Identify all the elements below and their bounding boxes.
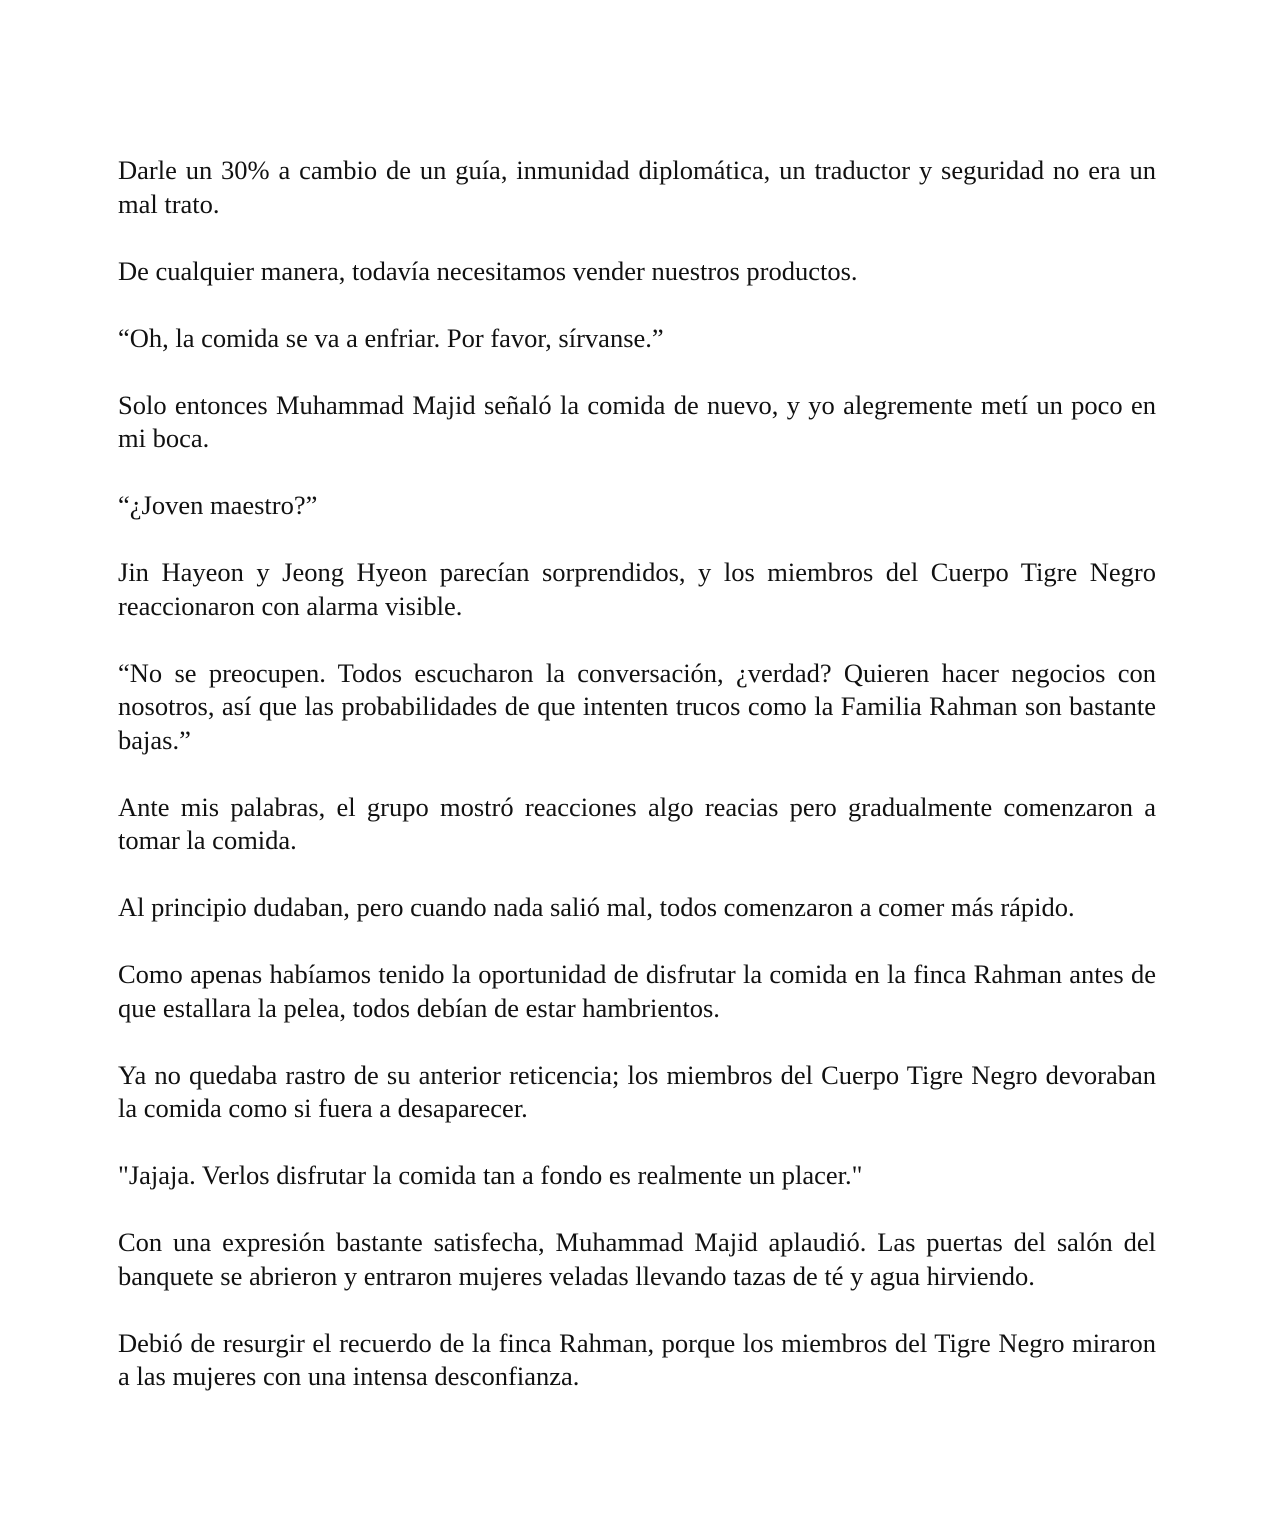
paragraph-14: Debió de resurgir el recuerdo de la finca Rahman, porque los miembros del Tigre Negro miraron a las mujeres con una intensa desconfianza. [118, 1327, 1156, 1391]
paragraph-6: Jin Hayeon y Jeong Hyeon parecían sorprendidos, y los miembros del Cuerpo Tigre Negro reaccionaron con alarma visible. [118, 557, 1156, 621]
document-page [118, 154, 1156, 1427]
paragraph-9: Al principio dudaban, pero cuando nada salió mal, todos comenzaron a comer más rápido. [118, 892, 1075, 922]
paragraph-10: Como apenas habíamos tenido la oportunidad de disfrutar la comida en la finca Rahman antes de que estallara la pelea, todos debían de estar hambrientos. [118, 959, 1156, 1023]
paragraph-5: “¿Joven maestro?” [118, 490, 318, 520]
paragraph-1: Darle un 30% a cambio de un guía, inmunidad diplomática, un traductor y seguridad no era un mal trato. [118, 155, 1156, 219]
paragraph-8: Ante mis palabras, el grupo mostró reacciones algo reacias pero gradualmente comenzaron a tomar la comida. [118, 791, 1156, 855]
paragraph-2: De cualquier manera, todavía necesitamos vender nuestros productos. [118, 255, 858, 286]
paragraph-7: “No se preocupen. Todos escucharon la conversación, ¿verdad? Quieren hacer negocios con nosotros, así que las probabilidades de que intenten trucos como la Familia Rahman son bastante bajas.” [118, 657, 1156, 755]
paragraph-11: Ya no quedaba rastro de su anterior reticencia; los miembros del Cuerpo Tigre Negro devoraban la comida como si fuera a desaparecer. [118, 1059, 1156, 1123]
paragraph-4: Solo entonces Muhammad Majid señaló la comida de nuevo, y yo alegremente metí un poco en mi boca. [118, 389, 1156, 453]
paragraph-3: “Oh, la comida se va a enfriar. Por favor, sírvanse.” [118, 322, 664, 353]
paragraph-12: "Jajaja. Verlos disfrutar la comida tan a fondo es realmente un placer." [118, 1160, 863, 1190]
paragraph-13: Con una expresión bastante satisfecha, Muhammad Majid aplaudió. Las puertas del salón del banquete se abrieron y entraron mujeres veladas llevando tazas de té y agua hirviendo. [118, 1227, 1156, 1291]
